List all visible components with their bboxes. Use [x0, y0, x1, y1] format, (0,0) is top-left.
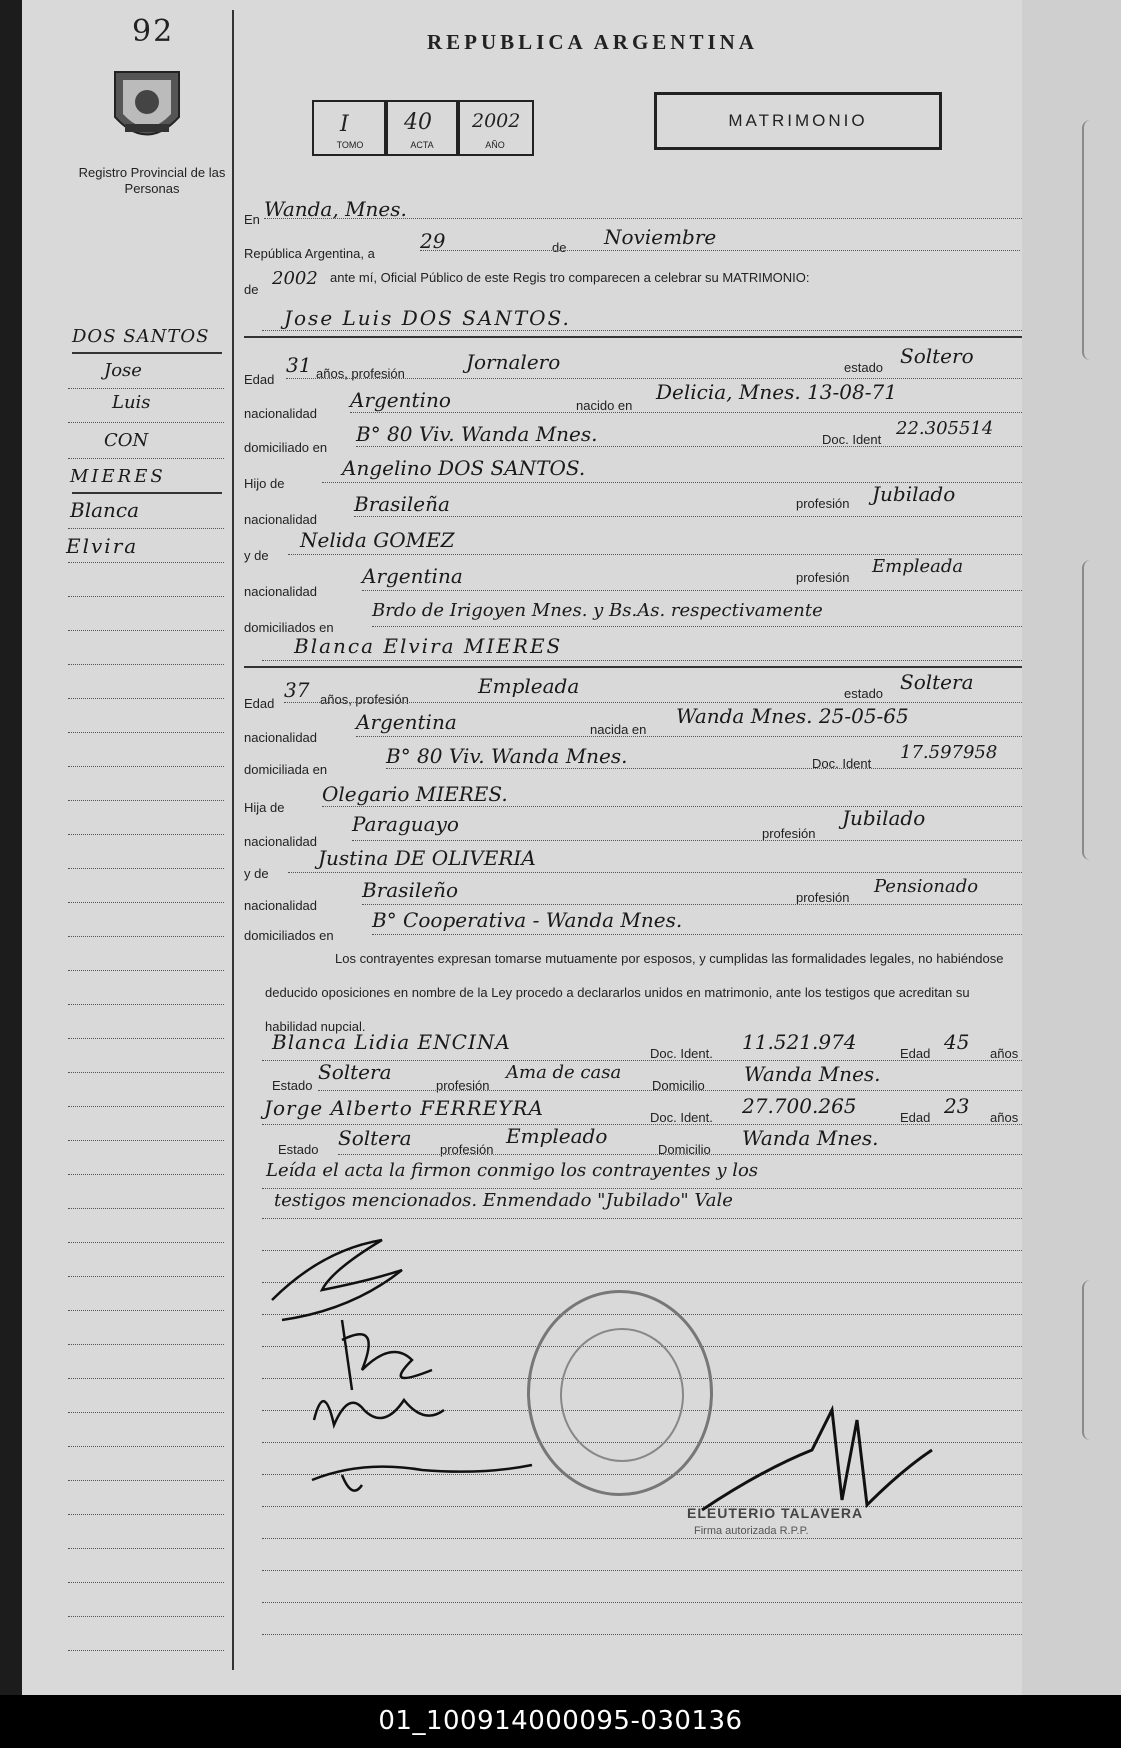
- bride-parents-dom-label: domiciliados en: [244, 928, 334, 943]
- groom-domicilio: B° 80 Viv. Wanda Mnes.: [356, 422, 598, 446]
- witness-1-name: Blanca Lidia ENCINA: [272, 1030, 511, 1054]
- bride-yde-label: y de: [244, 866, 269, 881]
- bride-father-nac: Paraguayo: [352, 812, 459, 836]
- witness-1-edad: 45: [944, 1030, 970, 1054]
- groom-edad-label: Edad: [244, 372, 275, 387]
- country-title: REPUBLICA ARGENTINA: [427, 30, 758, 54]
- witness-2-anos-label: años: [990, 1110, 1019, 1125]
- groom-doc-label: Doc. Ident: [822, 432, 882, 447]
- bride-mother-nac-label: nacionalidad: [244, 898, 318, 913]
- groom-profesion: Jornalero: [466, 350, 561, 374]
- ante-text: ante mí, Oficial Público de este Regis tro comparecen a celebrar su MATRIMONIO:: [330, 270, 810, 285]
- declaration-text: Los contrayentes expresan tomarse mutuamente por esposos, y cumplidas las formalidades legales, no habiéndose deducido oposiciones en nombre de la Ley procedo a declararlos unidos en matrimonio, ante los testigos que acreditan su habilidad nupcial.: [265, 951, 1004, 1034]
- rule: [362, 904, 1022, 905]
- groom-domicilio-label: domiciliado en: [244, 440, 328, 455]
- margin-name-bride-surname: MIERES: [70, 466, 166, 487]
- witness-1-prof-label: profesión: [436, 1078, 490, 1093]
- en-label: En: [244, 212, 260, 227]
- groom-yde-label: y de: [244, 548, 269, 563]
- closing-line-1: Leída el acta la firmon conmigo los contrayentes y los: [266, 1160, 759, 1181]
- rule: [286, 378, 1022, 379]
- rule: [372, 934, 1022, 935]
- margin-name-bride-second: Elvira: [66, 534, 139, 558]
- margin-divider: [232, 10, 234, 1670]
- groom-doc: 22.305514: [896, 418, 994, 439]
- witness-2-dom: Wanda Mnes.: [742, 1126, 879, 1150]
- bride-father-nac-label: nacionalidad: [244, 834, 318, 849]
- bride-father-prof-label: profesión: [762, 826, 816, 841]
- rule: [352, 840, 1022, 841]
- bride-estado-label: estado: [844, 686, 884, 701]
- witness-1-dom: Wanda Mnes.: [744, 1062, 881, 1086]
- groom-mother-prof-label: profesión: [796, 570, 850, 585]
- groom-parents-dom-label: domiciliados en: [244, 620, 334, 635]
- bride-nacionalidad-label: nacionalidad: [244, 730, 318, 745]
- witness-1-anos-label: años: [990, 1046, 1019, 1061]
- binding-edge: [1022, 0, 1121, 1695]
- bride-father-prof: Jubilado: [842, 806, 926, 830]
- place-value: Wanda, Mnes.: [264, 197, 407, 221]
- witness-2-name: Jorge Alberto FERREYRA: [264, 1096, 544, 1120]
- bride-nacionalidad: Argentina: [356, 710, 457, 734]
- bride-edad-label: Edad: [244, 696, 275, 711]
- bride-doc-label: Doc. Ident: [812, 756, 872, 771]
- rule: [262, 1124, 1022, 1125]
- signature-witness-2: [302, 1450, 542, 1510]
- rule: [284, 702, 1022, 703]
- bride-doc: 17.597958: [900, 742, 998, 763]
- month-value: Noviembre: [604, 225, 717, 249]
- witness-2-doc: 27.700.265: [742, 1094, 857, 1118]
- bride-full-name: Blanca Elvira MIERES: [294, 634, 563, 658]
- bride-parents-dom: B° Cooperativa - Wanda Mnes.: [372, 908, 683, 932]
- groom-father-prof-label: profesión: [796, 496, 850, 511]
- bride-profesion: Empleada: [478, 674, 580, 698]
- groom-edad: 31: [286, 353, 312, 377]
- margin-name-first: Jose: [104, 360, 142, 381]
- hija-label: Hija de: [244, 800, 285, 815]
- acta-value: 40: [404, 110, 432, 135]
- groom-mother-nac-label: nacionalidad: [244, 584, 318, 599]
- witness-1-prof: Ama de casa: [506, 1062, 622, 1083]
- republica-label: República Argentina, a: [244, 246, 375, 261]
- witness-2-dom-label: Domicilio: [658, 1142, 711, 1157]
- rule: [386, 768, 1022, 769]
- folio-number: 92: [132, 14, 175, 49]
- bride-mother: Justina DE OLIVERIA: [318, 846, 536, 870]
- witness-2-estado: Soltera: [338, 1126, 412, 1150]
- bride-domicilio-label: domiciliada en: [244, 762, 328, 777]
- groom-nacionalidad: Argentino: [350, 388, 451, 412]
- rule: [354, 516, 1022, 517]
- bride-nacida: Wanda Mnes. 25-05-65: [676, 704, 909, 728]
- witness-1-dom-label: Domicilio: [652, 1078, 705, 1093]
- year-value: 2002: [272, 268, 318, 289]
- rule: [420, 250, 1020, 251]
- section-rule: [244, 336, 1022, 338]
- hijo-label: Hijo de: [244, 476, 285, 491]
- signature-witness-1: [304, 1370, 454, 1450]
- bride-mother-prof: Pensionado: [874, 876, 979, 897]
- groom-estado: Soltero: [900, 344, 974, 368]
- rule: [262, 1188, 1022, 1189]
- provincial-crest-logo: [107, 62, 187, 152]
- registry-name: Registro Provincial de las Personas: [78, 165, 226, 196]
- bride-mother-nac: Brasileño: [362, 878, 458, 902]
- rule: [372, 626, 1022, 627]
- rule: [338, 1154, 1022, 1155]
- groom-estado-label: estado: [844, 360, 884, 375]
- rule: [262, 1218, 1022, 1219]
- witness-2-edad: 23: [944, 1094, 970, 1118]
- groom-parents-dom: Brdo de Irigoyen Mnes. y Bs.As. respectivamente: [372, 600, 823, 621]
- acta-label: ACTA: [410, 140, 434, 150]
- bride-edad: 37: [284, 678, 310, 702]
- groom-nacido-label: nacido en: [576, 398, 633, 413]
- rule: [288, 872, 1022, 873]
- witness-2-prof: Empleado: [506, 1124, 608, 1148]
- groom-father: Angelino DOS SANTOS.: [342, 456, 586, 480]
- bride-mother-prof-label: profesión: [796, 890, 850, 905]
- groom-mother-prof: Empleada: [872, 556, 964, 577]
- margin-rule: [72, 492, 222, 494]
- rule: [318, 1090, 1022, 1091]
- bride-father: Olegario MIERES.: [322, 782, 508, 806]
- witness-2-edad-label: Edad: [900, 1110, 931, 1125]
- tomo-label: TOMO: [336, 140, 364, 150]
- groom-mother-nac: Argentina: [362, 564, 463, 588]
- margin-con: CON: [104, 430, 149, 451]
- officer-stamp-title: Firma autorizada R.P.P.: [694, 1525, 809, 1537]
- rule: [362, 590, 1022, 591]
- de-label: de: [552, 240, 567, 255]
- bride-nacida-label: nacida en: [590, 722, 647, 737]
- ano-label: AÑO: [485, 140, 505, 150]
- closing-line-2: testigos mencionados. Enmendado "Jubilado" Vale: [274, 1190, 733, 1211]
- year-label: de: [244, 282, 259, 297]
- witness-1-edad-label: Edad: [900, 1046, 931, 1061]
- groom-father-nac-label: nacionalidad: [244, 512, 318, 527]
- rule: [262, 330, 1022, 331]
- rule: [264, 218, 1022, 219]
- act-type-box: MATRIMONIO: [654, 92, 942, 150]
- day-value: 29: [420, 229, 446, 253]
- bride-estado: Soltera: [900, 670, 974, 694]
- margin-name-bride-first: Blanca: [70, 498, 140, 522]
- groom-nacido: Delicia, Mnes. 13-08-71: [656, 380, 897, 404]
- groom-father-prof: Jubilado: [872, 482, 956, 506]
- witness-1-estado-label: Estado: [272, 1078, 313, 1093]
- witness-2-prof-label: profesión: [440, 1142, 494, 1157]
- scan-id: 01_100914000095-030136: [0, 1695, 1121, 1748]
- document-page: [22, 0, 1022, 1695]
- groom-father-nac: Brasileña: [354, 492, 450, 516]
- witness-1-estado: Soltera: [318, 1060, 392, 1084]
- margin-name-surname: DOS SANTOS: [72, 326, 210, 347]
- groom-nacionalidad-label: nacionalidad: [244, 406, 318, 421]
- rule: [262, 660, 1022, 661]
- witness-2-estado-label: Estado: [278, 1142, 319, 1157]
- rule: [356, 446, 1022, 447]
- margin-rule: [72, 352, 222, 354]
- margin-name-second: Luis: [112, 392, 151, 413]
- groom-profesion-label: años, profesión: [316, 366, 405, 381]
- rule: [350, 412, 1022, 413]
- tomo-value: I: [340, 112, 349, 137]
- ano-value: 2002: [472, 110, 521, 132]
- witness-1-doc-label: Doc. Ident.: [650, 1046, 713, 1061]
- witness-1-doc: 11.521.974: [742, 1030, 857, 1054]
- section-rule: [244, 666, 1022, 668]
- bride-profesion-label: años, profesión: [320, 692, 409, 707]
- official-seal: [527, 1290, 713, 1496]
- rule: [288, 554, 1022, 555]
- rule: [356, 736, 1022, 737]
- groom-mother: Nelida GOMEZ: [300, 528, 455, 552]
- witness-2-doc-label: Doc. Ident.: [650, 1110, 713, 1125]
- officer-stamp-name: ELEUTERIO TALAVERA: [687, 1505, 864, 1521]
- groom-full-name: Jose Luis DOS SANTOS.: [284, 306, 571, 330]
- bride-domicilio: B° 80 Viv. Wanda Mnes.: [386, 744, 628, 768]
